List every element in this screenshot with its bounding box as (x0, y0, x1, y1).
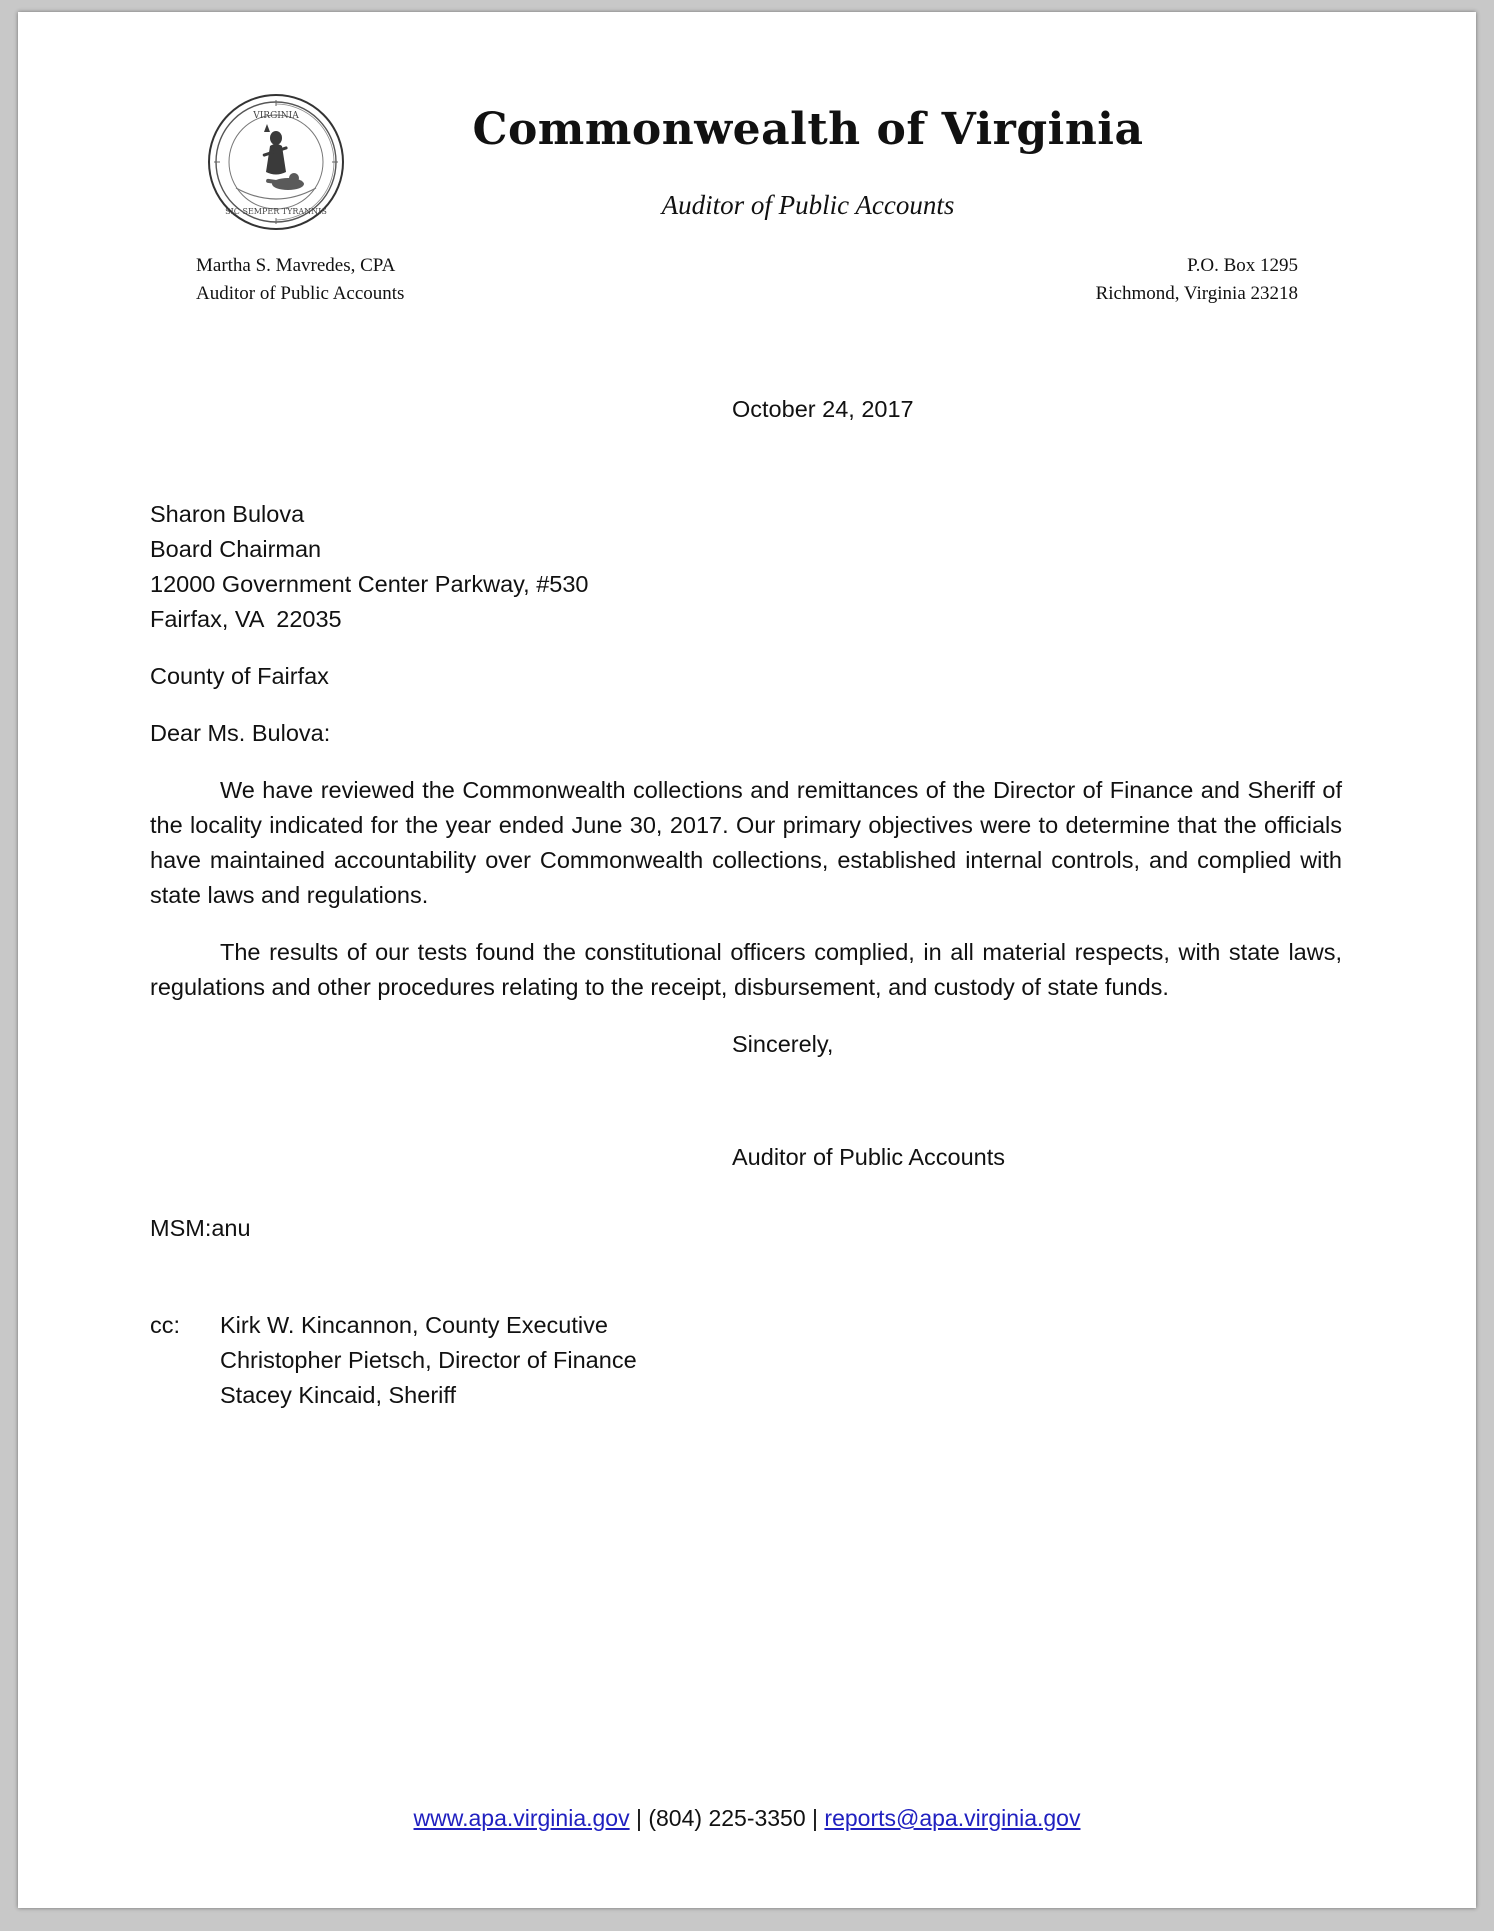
closing: Sincerely, (732, 1031, 834, 1057)
officer-title: Auditor of Public Accounts (196, 282, 405, 304)
svg-text:SIC SEMPER TYRANNIS: SIC SEMPER TYRANNIS (225, 207, 327, 216)
letter-body (150, 392, 1342, 1413)
cc-recipient: Kirk W. Kincannon, County Executive (220, 1312, 608, 1338)
salutation: Dear Ms. Bulova: (150, 720, 331, 746)
cc-label: cc: (150, 1312, 181, 1338)
letterhead-officer-block (196, 252, 404, 307)
website-link[interactable]: www.apa.virginia.gov (413, 1805, 630, 1831)
typist-initials: MSM:anu (150, 1215, 251, 1241)
cc-recipient: Stacey Kincaid, Sheriff (220, 1382, 456, 1408)
paragraph-two: The results of our tests found the constitutional officers complied, in all material respects, with state laws, regulations and other procedures relating to the receipt, disbursement, and custody of state funds. (150, 939, 1342, 1000)
letterhead-address-block (1096, 252, 1298, 307)
signature-title: Auditor of Public Accounts (732, 1144, 1006, 1170)
address-city-state-zip: Richmond, Virginia 23218 (1095, 282, 1298, 304)
virginia-state-seal-icon (206, 92, 346, 232)
recipient-city-state-zip: Fairfax, VA 22035 (150, 606, 342, 632)
page-footer (18, 1805, 1476, 1832)
recipient-name: Sharon Bulova (150, 501, 305, 527)
address-po-box: P.O. Box 1295 (1187, 255, 1298, 276)
recipient-title: Board Chairman (150, 536, 322, 562)
svg-text:VIRGINIA: VIRGINIA (253, 111, 299, 121)
officer-name: Martha S. Mavredes, CPA (196, 255, 396, 276)
footer-separator: | (629, 1805, 649, 1831)
email-link[interactable]: reports@apa.virginia.gov (824, 1805, 1081, 1831)
recipient-address (150, 497, 1342, 637)
cc-recipient: Christopher Pietsch, Director of Finance (220, 1347, 637, 1373)
letter-date: October 24, 2017 (732, 396, 914, 422)
footer-separator: | (805, 1805, 825, 1831)
cc-block (150, 1308, 1342, 1413)
recipient-street: 12000 Government Center Parkway, #530 (150, 571, 589, 597)
letterhead-title: Commonwealth of Virginia (472, 104, 1144, 155)
locality-line: County of Fairfax (150, 663, 329, 689)
letterhead-subtitle: Auditor of Public Accounts (661, 190, 955, 220)
cc-recipient-list (220, 1308, 637, 1413)
phone-number: (804) 225-3350 (648, 1805, 806, 1831)
document-page (18, 12, 1476, 1908)
paragraph-one: We have reviewed the Commonwealth collections and remittances of the Director of Finance and Sheriff of the locality indicated for the year ended June 30, 2017. Our primary objectives were to determine that the officials have maintained accountability over Commonwealth collections, established internal controls, and complied with state laws and regulations. (150, 777, 1342, 908)
